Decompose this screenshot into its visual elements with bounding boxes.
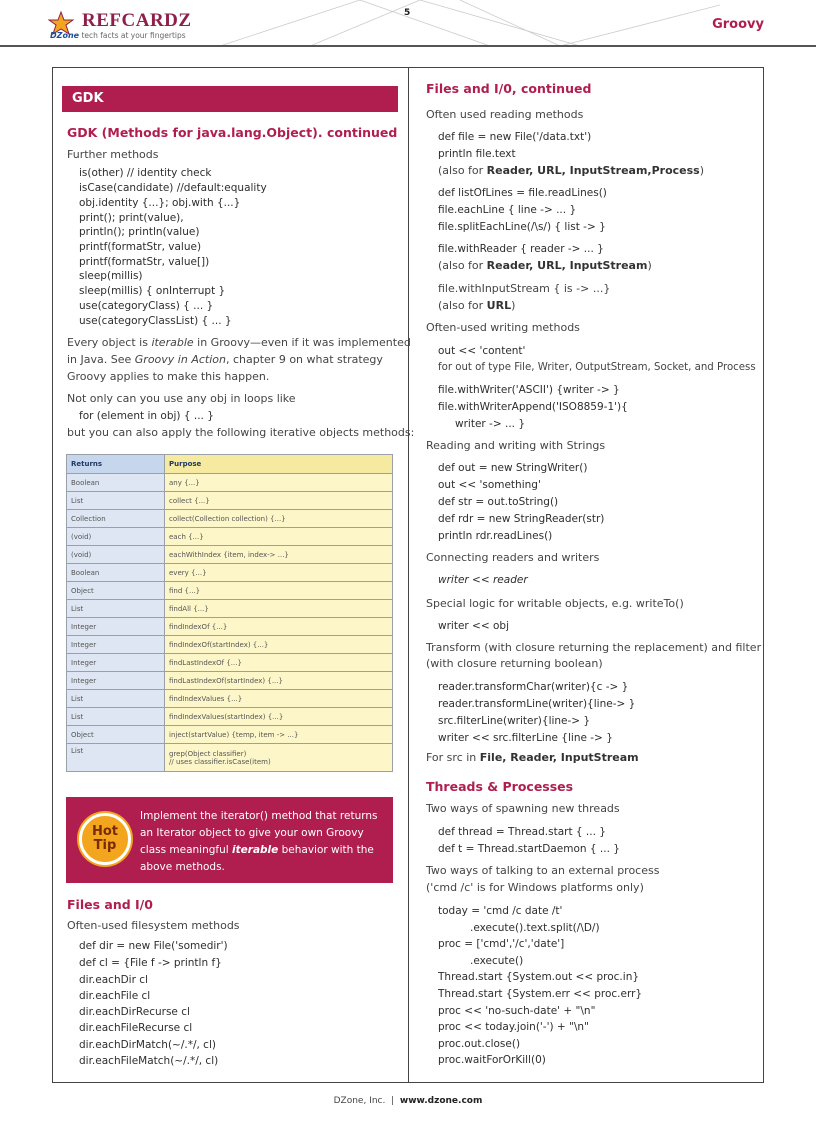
badge-line: Hot: [91, 824, 119, 839]
tagline-text: tech facts at your fingertips: [81, 31, 186, 40]
code-line: println rdr.readLines(): [438, 530, 553, 542]
process-intro: ('cmd /c' is for Windows platforms only): [426, 881, 644, 894]
code-line: .execute(): [470, 955, 524, 967]
text-run: (also for: [438, 299, 487, 312]
iterable-paragraph: [67, 353, 383, 367]
page-footer: [0, 1096, 816, 1106]
section-label: Groovy: [712, 17, 764, 32]
gdk-heading: GDK (Methods for java.lang.Object). continued: [67, 125, 398, 140]
text-run: Reader, URL, InputStream: [486, 259, 648, 272]
text-run: ): [647, 259, 652, 272]
strings-intro: Reading and writing with Strings: [426, 439, 606, 452]
note-line: [438, 164, 704, 178]
code-line: println file.text: [438, 148, 516, 160]
footer-separator: |: [391, 1096, 395, 1106]
code-line: file.splitEachLine(/\s/) { list -> }: [438, 221, 606, 233]
purpose-cell: findAll {...}: [165, 600, 393, 618]
returns-cell: Integer: [67, 636, 165, 654]
returns-cell: List: [67, 744, 165, 772]
further-line: isCase(candidate) //default:equality: [79, 182, 267, 194]
returns-cell: Boolean: [67, 564, 165, 582]
table-row: [67, 546, 393, 564]
code-line: src.filterLine(writer){line-> }: [438, 715, 591, 727]
code-line: proc.out.close(): [438, 1038, 521, 1050]
for-src-note: [426, 751, 639, 765]
purpose-cell: [165, 744, 393, 772]
text-run: in Java. See: [67, 353, 135, 366]
transform-intro: (with closure returning boolean): [426, 657, 603, 670]
code-line: def rdr = new StringReader(str): [438, 513, 605, 525]
code-line: file.withWriterAppend('ISO8859-1'){: [438, 401, 628, 413]
table-row: [67, 528, 393, 546]
purpose-cell: findLastIndexOf {...}: [165, 654, 393, 672]
code-line: def file = new File('/data.txt'): [438, 131, 592, 143]
tip-line: [140, 842, 388, 859]
code-line: def out = new StringWriter(): [438, 462, 588, 474]
text-run: For src in: [426, 751, 480, 764]
page-header: [0, 0, 816, 48]
code-line: def t = Thread.startDaemon { ... }: [438, 843, 620, 855]
hot-tip-badge: [79, 813, 131, 865]
process-intro: Two ways of talking to an external process: [426, 864, 660, 877]
table-row: [67, 564, 393, 582]
returns-cell: List: [67, 600, 165, 618]
code-line: proc.waitForOrKill(0): [438, 1054, 546, 1066]
hot-tip-text: [140, 808, 388, 876]
code-line: writer << src.filterLine {line -> }: [438, 732, 613, 744]
files-line: dir.eachFileMatch(~/.*/, cl): [79, 1055, 219, 1067]
column-divider: [408, 67, 409, 1083]
purpose-cell: collect(Collection collection) {...}: [165, 510, 393, 528]
code-line: Thread.start {System.out << proc.in}: [438, 971, 640, 983]
code-line: out << 'content': [438, 345, 526, 357]
header-rule: [0, 45, 816, 47]
files-line: def dir = new File('somedir'): [79, 940, 228, 952]
purpose-cell: findLastIndexOf(startIndex) {...}: [165, 672, 393, 690]
further-line: obj.identity {...}; obj.with {...}: [79, 197, 241, 209]
iterable-paragraph: [67, 336, 411, 350]
table-row: [67, 510, 393, 528]
further-line: use(categoryClass) { ... }: [79, 300, 214, 312]
text-run: Groovy in Action: [134, 353, 226, 366]
returns-cell: Boolean: [67, 474, 165, 492]
purpose-cell: each {...}: [165, 528, 393, 546]
table-row: [67, 600, 393, 618]
code-line: reader.transformChar(writer){c -> }: [438, 681, 629, 693]
iterative-paragraph: but you can also apply the following iterative objects methods:: [67, 426, 415, 439]
text-run: Every object is: [67, 336, 152, 349]
purpose-cell: collect {...}: [165, 492, 393, 510]
transform-intro: Transform (with closure returning the replacement) and filter: [426, 641, 762, 654]
table-row: [67, 618, 393, 636]
footer-url-link[interactable]: www.dzone.com: [399, 1096, 483, 1106]
text-run: , chapter 9 on what strategy: [225, 353, 383, 366]
text-run: in Groovy—even if it was implemented: [193, 336, 411, 349]
logo-brand: DZone: [50, 31, 80, 40]
threads-intro: Two ways of spawning new threads: [426, 802, 620, 815]
table-header-row: [67, 455, 393, 474]
text-run: iterable: [232, 844, 279, 856]
page-number: 5: [404, 8, 411, 18]
text-run: (also for: [438, 259, 487, 272]
code-line: def thread = Thread.start { ... }: [438, 826, 606, 838]
further-line: use(categoryClassList) { ... }: [79, 315, 232, 327]
text-run: URL: [486, 299, 512, 312]
code-line: file.withReader { reader -> ... }: [438, 243, 604, 255]
returns-cell: Object: [67, 726, 165, 744]
table-row: [67, 726, 393, 744]
gdk-section-bar: [62, 86, 398, 112]
code-line: def listOfLines = file.readLines(): [438, 187, 607, 199]
files-line: dir.eachFileRecurse cl: [79, 1022, 193, 1034]
further-line: is(other) // identity check: [79, 167, 212, 179]
grep-comment: // uses classifier.isCase(item): [169, 757, 271, 766]
tip-line: an Iterator object to give your own Groovy: [140, 827, 364, 839]
purpose-cell: inject(startValue) {temp, item -> ...}: [165, 726, 393, 744]
returns-cell: Collection: [67, 510, 165, 528]
code-line: out << 'something': [438, 479, 541, 491]
badge-line: Tip: [93, 838, 117, 853]
tip-line: Implement the iterator() method that returns: [140, 810, 378, 822]
purpose-cell: every {...}: [165, 564, 393, 582]
files-line: dir.eachDir cl: [79, 974, 148, 986]
files-line: dir.eachFile cl: [79, 990, 151, 1002]
table-row: [67, 672, 393, 690]
returns-cell: Integer: [67, 672, 165, 690]
table-row: [67, 708, 393, 726]
hot-tip-box: [66, 797, 393, 883]
column-header: Returns: [67, 455, 165, 474]
returns-cell: List: [67, 690, 165, 708]
code-line: proc << today.join('-') + "\n": [438, 1021, 589, 1033]
further-line: sleep(millis) { onInterrupt }: [79, 285, 226, 297]
loops-paragraph: Not only can you use any obj in loops like: [67, 392, 296, 405]
files-line: dir.eachDirRecurse cl: [79, 1006, 190, 1018]
logo: REFCARDZ: [82, 10, 192, 31]
text-run: File, Reader, InputStream: [479, 751, 639, 764]
files-line: dir.eachDirMatch(~/.*/, cl): [79, 1039, 216, 1051]
code-line: writer -> ... }: [455, 418, 526, 430]
further-line: println(); println(value): [79, 226, 200, 238]
code-line: writer << obj: [438, 620, 509, 632]
table-row: [67, 690, 393, 708]
purpose-cell: findIndexOf {...}: [165, 618, 393, 636]
text-run: (also for: [438, 164, 487, 177]
note-line: [438, 299, 515, 313]
purpose-cell: any {...}: [165, 474, 393, 492]
reading-intro: Often used reading methods: [426, 108, 584, 121]
code-line: reader.transformLine(writer){line-> }: [438, 698, 636, 710]
returns-cell: (void): [67, 528, 165, 546]
text-run: iterable: [151, 336, 194, 349]
purpose-cell: findIndexValues {...}: [165, 690, 393, 708]
table-row: [67, 654, 393, 672]
returns-cell: (void): [67, 546, 165, 564]
purpose-cell: eachWithIndex {item, index-> ...}: [165, 546, 393, 564]
returns-cell: Integer: [67, 654, 165, 672]
text-run: ): [699, 164, 705, 177]
text-run: class meaningful: [140, 844, 233, 856]
header-decoration: [160, 0, 720, 46]
returns-cell: Object: [67, 582, 165, 600]
iterative-methods-table: [66, 454, 393, 772]
code-line: file.eachLine { line -> ... }: [438, 204, 577, 216]
further-line: print(); print(value),: [79, 212, 184, 224]
table-row: [67, 492, 393, 510]
code-line: def str = out.toString(): [438, 496, 559, 508]
table-row: [67, 474, 393, 492]
logo-tagline: [50, 31, 186, 40]
connect-intro: Connecting readers and writers: [426, 551, 600, 564]
text-run: ): [511, 299, 516, 312]
note-line: for out of type File, Writer, OutputStream, Socket, and Process: [438, 362, 756, 373]
further-methods-label: Further methods: [67, 148, 159, 161]
grep-signature: grep(Object classifier): [169, 749, 247, 758]
table-row: [67, 582, 393, 600]
table-row: [67, 744, 393, 772]
further-line: printf(formatStr, value): [79, 241, 202, 253]
files-intro: Often-used filesystem methods: [67, 919, 240, 932]
code-line: file.withInputStream { is -> ...}: [438, 282, 611, 295]
table-row: [67, 636, 393, 654]
note-line: [438, 259, 652, 273]
writing-intro: Often-used writing methods: [426, 321, 580, 334]
returns-cell: List: [67, 708, 165, 726]
code-line: file.withWriter('ASCII') {writer -> }: [438, 384, 620, 396]
code-line: proc = ['cmd','/c','date']: [438, 938, 565, 950]
threads-heading: Threads & Processes: [426, 779, 574, 794]
files-continued-heading: Files and I/0, continued: [426, 81, 592, 96]
column-header: Purpose: [165, 455, 393, 474]
code-line: today = 'cmd /c date /t': [438, 905, 563, 917]
text-run: Reader, URL, InputStream,Process: [486, 164, 700, 177]
code-line: writer << reader: [438, 574, 528, 586]
files-line: def cl = {File f -> println f}: [79, 957, 222, 969]
code-line: proc << 'no-such-date' + "\n": [438, 1005, 596, 1017]
text-run: behavior with the: [278, 844, 374, 856]
code-line: Thread.start {System.err << proc.err}: [438, 988, 643, 1000]
loop-code: for (element in obj) { ... }: [79, 410, 214, 422]
purpose-cell: findIndexOf(startIndex) {...}: [165, 636, 393, 654]
tip-line: above methods.: [140, 861, 225, 873]
further-line: printf(formatStr, value[]): [79, 256, 210, 268]
purpose-cell: find {...}: [165, 582, 393, 600]
iterable-paragraph: Groovy applies to make this happen.: [67, 370, 270, 383]
section-bar-title: GDK: [72, 91, 104, 106]
footer-company: DZone, Inc.: [333, 1096, 386, 1106]
purpose-cell: findIndexValues(startIndex) {...}: [165, 708, 393, 726]
special-intro: Special logic for writable objects, e.g. writeTo(): [426, 597, 684, 610]
returns-cell: Integer: [67, 618, 165, 636]
files-heading: Files and I/0: [67, 897, 153, 912]
returns-cell: List: [67, 492, 165, 510]
code-line: .execute().text.split(/\D/): [470, 922, 600, 934]
further-line: sleep(millis): [79, 270, 143, 282]
